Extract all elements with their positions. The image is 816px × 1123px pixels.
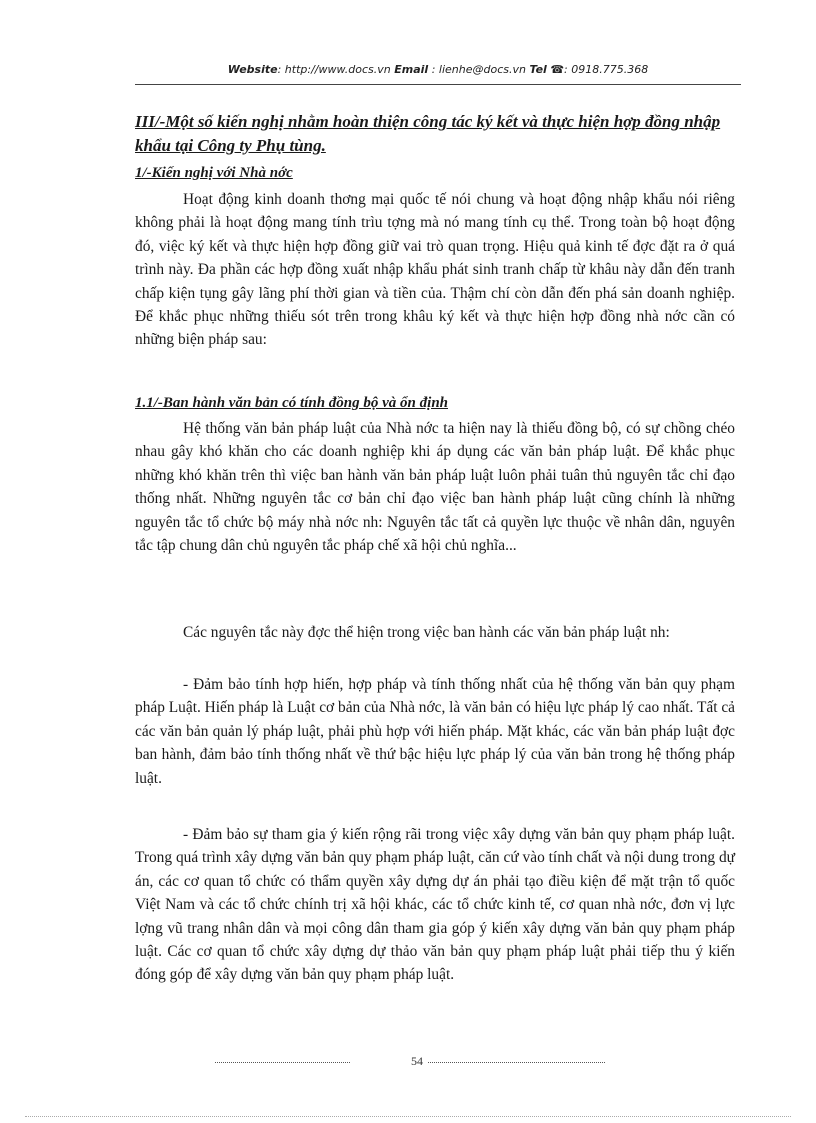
- footer-dots-right: [428, 1062, 605, 1063]
- header-divider: [135, 84, 741, 85]
- page-bottom-border: [25, 1116, 791, 1117]
- website-label: Website: [227, 63, 278, 76]
- section-heading: III/-Một số kiến nghị nhằm hoàn thiện công tác ký kết và thực hiện hợp đồng nhập khẩu tại Công ty Phụ tùng.: [135, 112, 721, 155]
- paragraph-4: - Đảm bảo tính hợp hiến, hợp pháp và tính thống nhất của hệ thống văn bản quy phạm pháp Luật. Hiến pháp là Luật cơ bản của Nhà nớc, là văn bản có hiệu lực pháp lý cao nhất. Tất cả các văn bản quản lý pháp luật, phải phù hợp với hiến pháp. Mặt khác, các văn bản pháp luật đợc ban hành, đảm bảo tính thống nhất về thứ bậc hiệu lực pháp lý của văn bản trong hệ thống pháp luật.: [135, 676, 735, 787]
- subsection-heading-2: 1.1/-Ban hành văn bản có tính đồng bộ và ổn định: [135, 395, 449, 411]
- website-value: : http://www.docs.vn: [277, 63, 391, 76]
- page-number: 54: [411, 1054, 423, 1068]
- paragraph-2: Hệ thống văn bản pháp luật của Nhà nớc ta hiện nay là thiếu đồng bộ, có sự chồng chéo nhau gây khó khăn cho các doanh nghiệp khi áp dụng các văn bản pháp luật. Để khắc phục những khó khăn trên thì việc ban hành văn bản pháp luật luôn phải tuân thủ nguyên tắc chỉ đạo thống nhất. Những nguyên tắc cơ bản chỉ đạo việc ban hành pháp luật cũng chính là những nguyên tắc tổ chức bộ máy nhà nớc nh: Nguyên tắc tất cả quyền lực thuộc về nhân dân, nguyên tắc tập chung dân chủ nguyên tắc pháp chế xã hội chủ nghĩa...: [135, 420, 735, 555]
- footer-dots-left: [215, 1062, 350, 1063]
- page-header: [135, 63, 741, 76]
- email-label: Email: [394, 63, 429, 76]
- paragraph-3: Các nguyên tắc này đợc thể hiện trong việc ban hành các văn bản pháp luật nh:: [183, 624, 670, 641]
- tel-value: : 0918.775.368: [564, 63, 649, 76]
- email-value: : lienhe@docs.vn: [431, 63, 526, 76]
- paragraph-1: Hoạt động kinh doanh thơng mại quốc tế nói chung và hoạt động nhập khẩu nói riêng không phải là hoạt động mang tính trìu tợng mà nó mang tính cụ thể. Trong toàn bộ hoạt động đó, việc ký kết và thực hiện hợp đồng giữ vai trò quan trọng. Hiệu quả kinh tế đợc đặt ra ở quá trình này. Đa phần các hợp đồng xuất nhập khẩu phát sinh tranh chấp từ khâu này dẫn đến tranh chấp kiện tụng gây lãng phí thời gian và tiền của. Thậm chí còn dẫn đến phá sản doanh nghiệp. Để khắc phục những thiếu sót trên trong khâu ký kết và thực hiện hợp đồng nhà nớc cần có những biện pháp sau:: [135, 191, 735, 349]
- phone-icon: ☎: [550, 63, 565, 76]
- tel-label: Tel: [529, 63, 547, 76]
- paragraph-5: - Đảm bảo sự tham gia ý kiến rộng rãi trong việc xây dựng văn bản quy phạm pháp luật. Trong quá trình xây dựng văn bản quy phạm pháp luật, căn cứ vào tính chất và nội dung trong dự án, các cơ quan tổ chức có thẩm quyền xây dựng dự án phải tạo điều kiện để mặt trận tổ quốc Việt Nam và các tổ chức chính trị xã hội khác, các tổ chức kinh tế, cơ quan nhà nớc, đơn vị lực lợng vũ trang nhân dân và mọi công dân tham gia góp ý kiến xây dựng văn bản quy phạm pháp luật. Các cơ quan tổ chức xây dựng dự thảo văn bản quy phạm pháp luật phải tiếp thu ý kiến đóng góp để xây dựng văn bản quy phạm pháp luật.: [135, 826, 735, 984]
- subsection-heading-1: 1/-Kiến nghị với Nhà nớc: [135, 165, 293, 181]
